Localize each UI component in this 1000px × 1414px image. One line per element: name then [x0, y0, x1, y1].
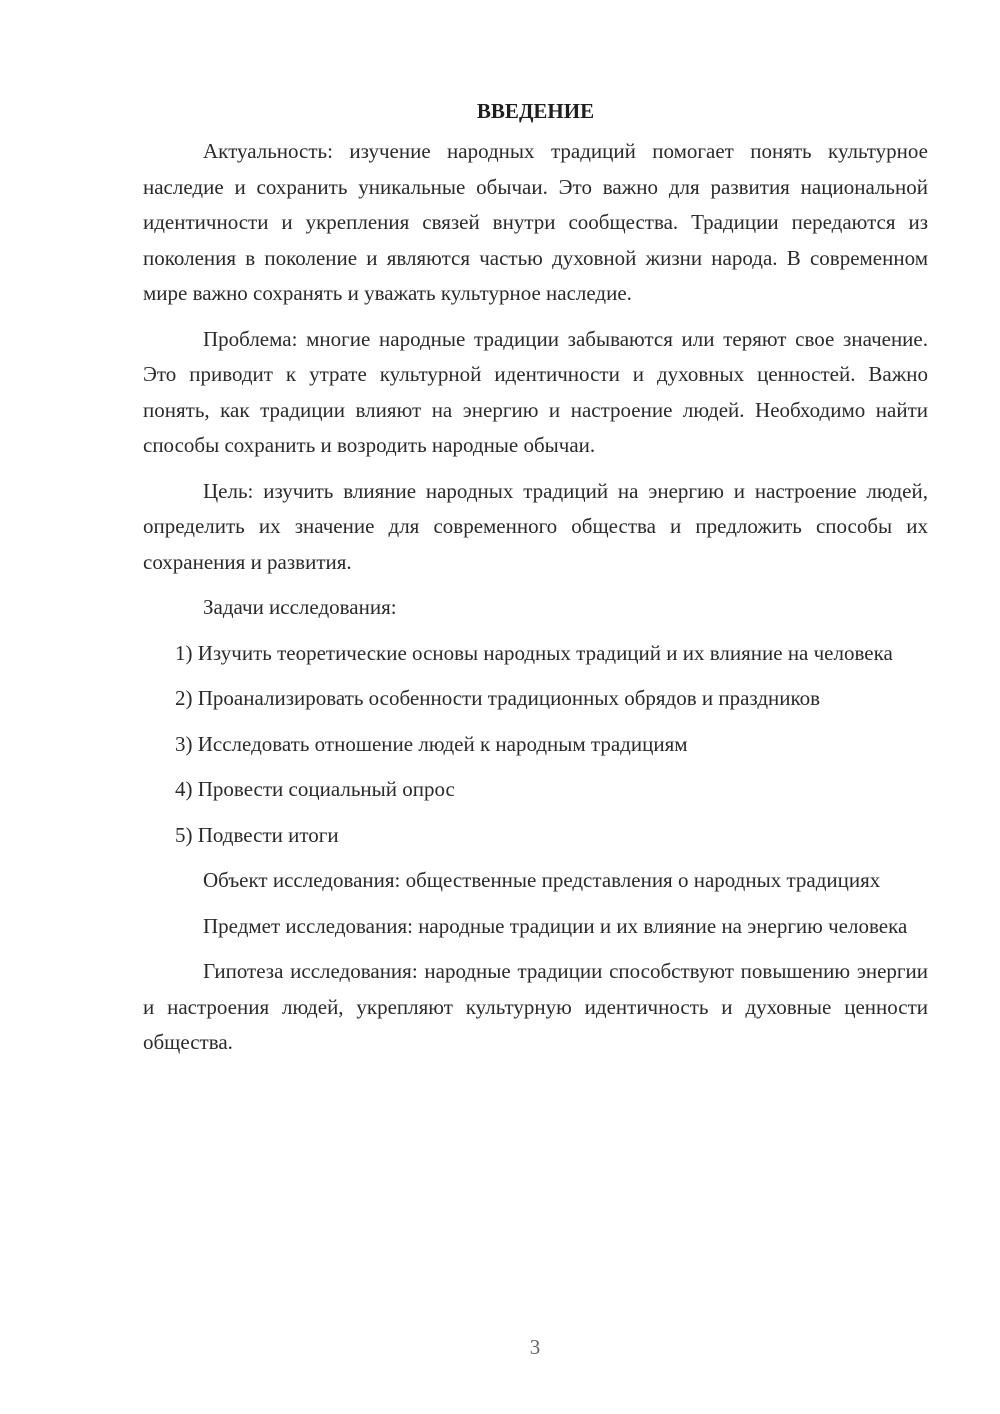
relevance-paragraph: Актуальность: изучение народных традиций помогает понять культурное наследие и сохранить уникальные обычаи. Это важно для развития национальной идентичности и укрепления связей внутри сообщества. Традиции передаются из поколения в поколение и являются частью духовной жизни народа. В современном мире важно сохранять и уважать культурное наследие.	[143, 139, 928, 305]
problem-paragraph: Проблема: многие народные традиции забываются или теряют свое значение. Это приводит к утрате культурной идентичности и духовных ценностей. Важно понять, как традиции влияют на энергию и настроение людей. Необходимо найти способы сохранить и возродить народные обычаи.	[143, 326, 928, 457]
task-item-4: 4) Провести социальный опрос	[175, 777, 455, 801]
section-heading: ВВЕДЕНИЕ	[476, 99, 595, 123]
task-item-5: 5) Подвести итоги	[175, 822, 339, 847]
tasks-intro: Задачи исследования:	[203, 595, 397, 619]
page-content	[143, 94, 928, 1071]
task-item-3: 3) Исследовать отношение людей к народным традициям	[175, 731, 688, 756]
hypothesis-paragraph: Гипотеза исследования: народные традиции способствуют повышению энергии и настроения людей, укрепляют культурную идентичность и духовные ценности общества.	[143, 959, 928, 1054]
task-item-1: 1) Изучить теоретические основы народных традиций и их влияние на человека	[175, 640, 893, 665]
task-item-2: 2) Проанализировать особенности традиционных обрядов и праздников	[175, 686, 821, 710]
goal-paragraph: Цель: изучить влияние народных традиций на энергию и настроение людей, определить их значение для современного общества и предложить способы их сохранения и развития.	[143, 478, 928, 574]
object-paragraph: Объект исследования: общественные представления о народных традициях	[203, 868, 881, 892]
subject-paragraph: Предмет исследования: народные традиции и их влияние на энергию человека	[203, 913, 908, 938]
page-number: 3	[529, 1335, 541, 1359]
